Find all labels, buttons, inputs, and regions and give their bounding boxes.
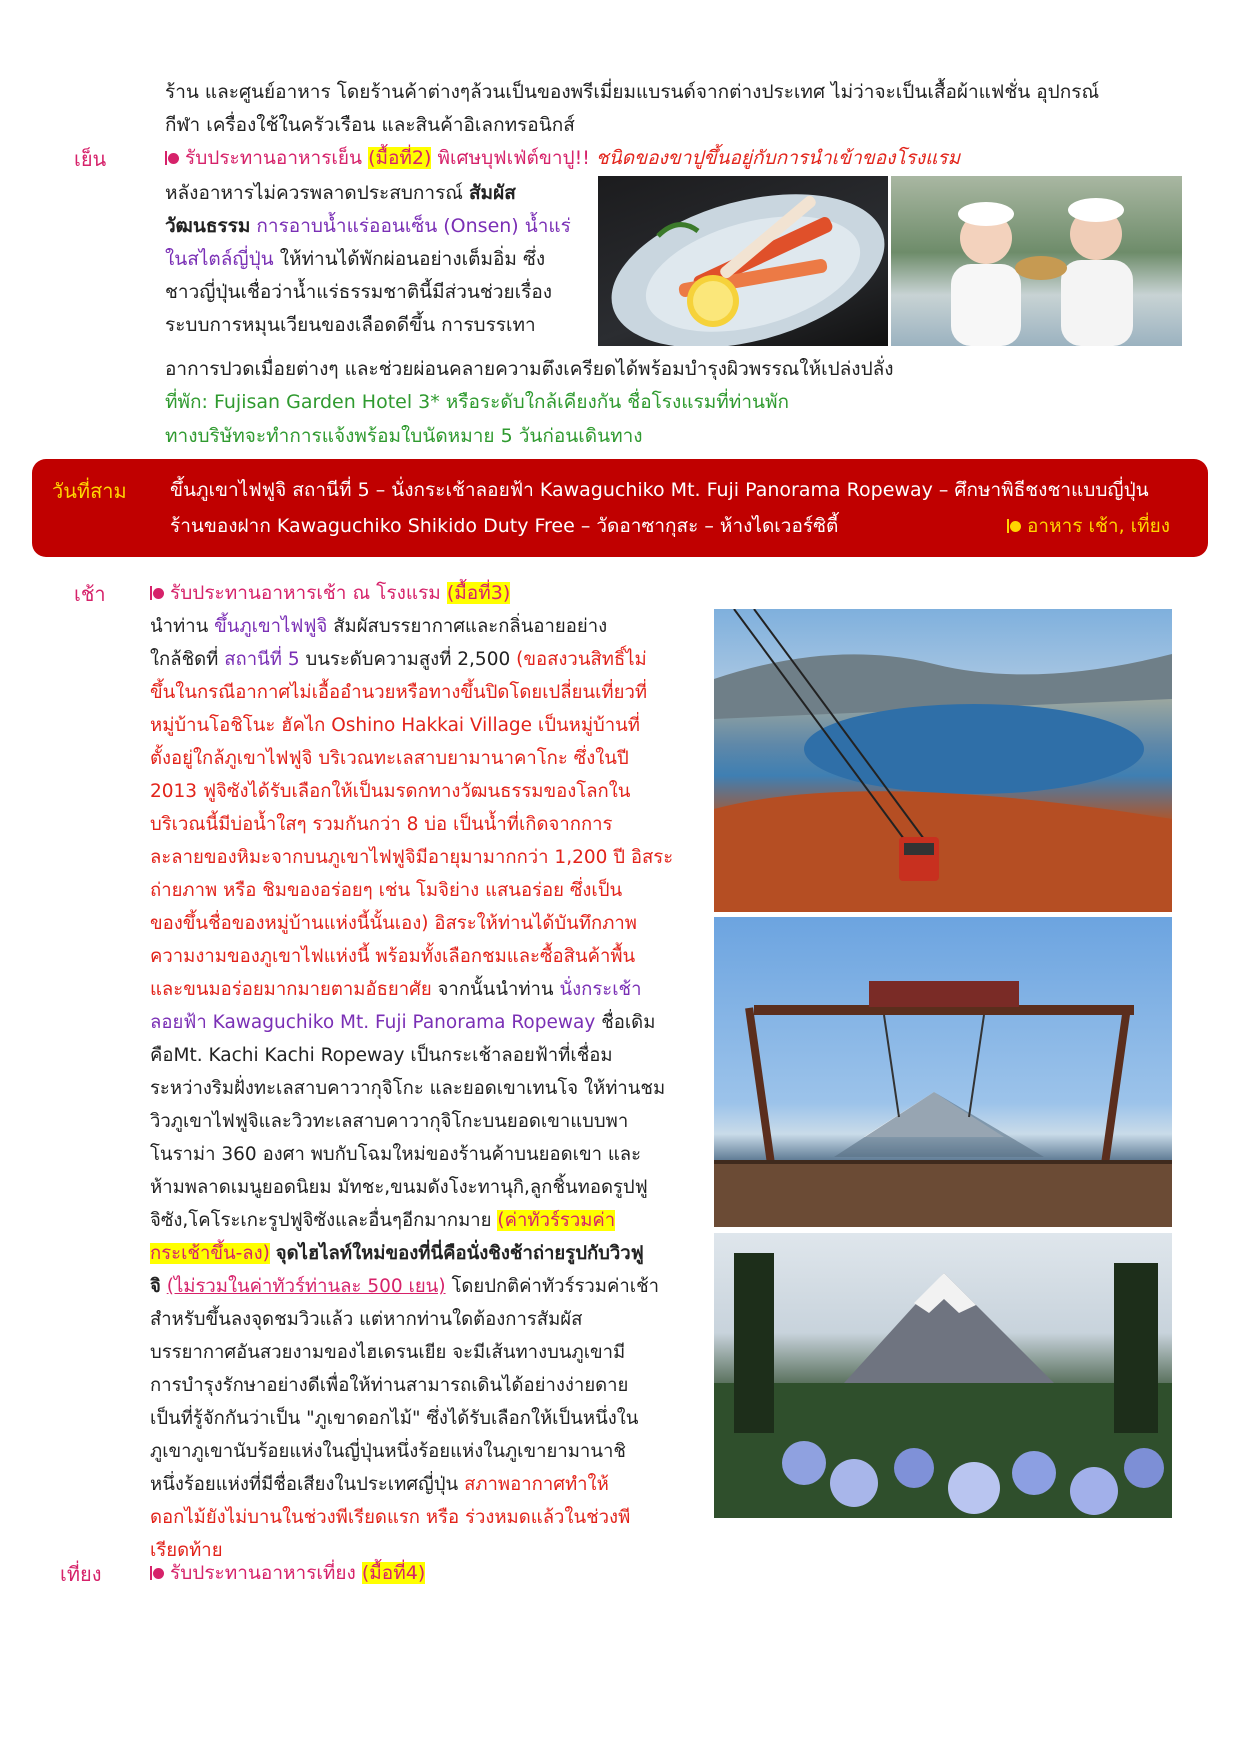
intro-line-1: ร้าน และศูนย์อาหาร โดยร้านค้าต่างๆล้วนเป็นของพรีเมี่ยมแบรนด์จากต่างประเทศ ไม่ว่าจะเป็นเสื้อผ้าแฟชั่น อุปกรณ์ <box>165 81 1100 103</box>
itin-line: ภูเขาภูเขานับร้อยแห่งในญี่ปุ่นหนึ่งร้อยแห่งในภูเขายามานาชิ <box>150 1441 626 1462</box>
onsen-drawing <box>891 176 1182 346</box>
day3-meals <box>1007 511 1170 541</box>
itin-line: หมู่บ้านโอชิโนะ ฮัคไก Oshino Hakkai Village เป็นหมู่บ้านที่ <box>150 715 641 736</box>
hotel-line-2: ทางบริษัทจะทำการแจ้งพร้อมใบนัดหมาย 5 วันก่อนเดินทาง <box>165 425 643 447</box>
meal-icon <box>150 1568 166 1580</box>
itin-line: หนึ่งร้อยแห่งที่มีชื่อเสียงในประเทศญี่ปุ่น สภาพอากาศทำให้ <box>150 1474 609 1495</box>
itin-line: โนราม่า 360 องศา พบกับโฉมใหม่ของร้านค้าบนยอดเขา และ <box>150 1144 642 1165</box>
hotel-line-1: ที่พัก: Fujisan Garden Hotel 3* หรือระดับใกล้เคียงกัน ชื่อโรงแรมที่ท่านพัก <box>165 391 790 413</box>
onsen-line-4: ชาวญี่ปุ่นเชื่อว่าน้ำแร่ธรรมชาตินี้มีส่วนช่วยเรื่อง <box>165 281 553 303</box>
intro-line-2: กีฬา เครื่องใช้ในครัวเรือน และสินค้าอิเลกทรอนิกส์ <box>165 114 575 136</box>
itin-line: ดอกไม้ยังไม่บานในช่วงพีเรียดแรก หรือ ร่วงหมดแล้วในช่วงพี <box>150 1507 631 1528</box>
meal-icon <box>1007 521 1023 533</box>
itin-line: เรียดท้าย <box>150 1540 223 1561</box>
itin-line: คือMt. Kachi Kachi Ropeway เป็นกระเช้าลอยฟ้าที่เชื่อม <box>150 1045 613 1066</box>
itin-line: จิ (ไม่รวมในค่าทัวร์ท่านละ 500 เยน) โดยปกติค่าทัวร์รวมค่าเช้า <box>150 1276 660 1297</box>
swing-fuji-image <box>714 917 1172 1227</box>
onsen-purple-2: ในสไตล์ญี่ปุ่น <box>165 248 274 270</box>
lunch-meal-number: (มื้อที่4) <box>361 1562 426 1584</box>
itin-line: บรรยากาศอันสวยงามของไฮเดรนเยีย จะมีเส้นทางบนภูเขามี <box>150 1342 626 1363</box>
itin-line: 2013 ฟูจิซังได้รับเลือกให้เป็นมรดกทางวัฒนธรรมของโลกใน <box>150 781 631 802</box>
meal-icon <box>165 153 181 165</box>
lunch-meal: รับประทานอาหารเที่ยง <box>170 1562 356 1584</box>
itin-line: ละลายของหิมะจากบนภูเขาไฟฟูจิมีอายุมามากกว่า 1,200 ปี อิสระ <box>150 847 674 868</box>
hydrangea-fuji-image <box>714 1233 1172 1518</box>
ropeway-drawing <box>714 609 1172 912</box>
day3-banner <box>32 459 1208 557</box>
itin-line: ลอยฟ้า Kawaguchiko Mt. Fuji Panorama Ropeway ชื่อเดิม <box>150 1012 656 1033</box>
itin-line: และขนมอร่อยมากมายตามอัธยาศัย จากนั้นนำท่าน นั่งกระเช้า <box>150 979 642 1000</box>
itin-line: ระหว่างริมฝั่งทะเลสาบคาวากุจิโกะ และยอดเขาเทนโจ ให้ท่านชม <box>150 1078 666 1099</box>
onsen-line-2 <box>165 210 571 243</box>
itin-line: ถ่ายภาพ หรือ ชิมของอร่อยๆ เช่น โมจิย่าง แสนอร่อย ซึ่งเป็น <box>150 880 623 901</box>
itin-line: กระเช้าขึ้น-ลง) จุดไฮไลท์ใหม่ของที่นี่คือนั่งชิงช้าถ่ายรูปกับวิวฟู <box>150 1243 644 1264</box>
onsen-line-3 <box>165 243 545 276</box>
itin-line: วิวภูเขาไฟฟูจิและวิวทะเลสาบคาวากุจิโกะบนยอดเขาแบบพา <box>150 1111 629 1132</box>
dinner-note: ชนิดของขาปูขึ้นอยู่กับการนำเข้าของโรงแรม <box>595 147 961 169</box>
onsen-text: หลังอาหารไม่ควรพลาดประสบการณ์ <box>165 182 463 204</box>
itin-line: ตั้งอยู่ใกล้ภูเขาไฟฟูจิ บริเวณทะเลสาบยามานาคาโกะ ซึ่งในปี <box>150 748 629 769</box>
hydrangea-drawing <box>714 1233 1172 1518</box>
swing-drawing <box>714 917 1172 1227</box>
itin-line: สำหรับขึ้นลงจุดชมวิวแล้ว แต่หากท่านใดต้องการสัมผัส <box>150 1309 583 1330</box>
time-label-dinner: เย็น <box>74 147 107 171</box>
crab-legs-image <box>598 176 888 346</box>
itin-line: ความงามของภูเขาไฟแห่งนี้ พร้อมทั้งเลือกชมและซื้อสินค้าพื้น <box>150 946 636 967</box>
itin-line: ของขึ้นชื่อของหมู่บ้านแห่งนี้นั้นเอง) อิสระให้ท่านได้บันทึกภาพ <box>150 913 637 934</box>
day3-meals-text: อาหาร เช้า, เที่ยง <box>1027 515 1171 537</box>
morning-meal: รับประทานอาหารเช้า ณ โรงแรม <box>170 582 441 604</box>
dinner-heading <box>165 142 960 175</box>
day3-label: วันที่สาม <box>52 479 127 503</box>
onsen-line-1 <box>165 177 516 210</box>
itin-line: บริเวณนี้มีบ่อน้ำใสๆ รวมกันกว่า 8 บ่อ เป็นน้ำที่เกิดจากการ <box>150 814 613 835</box>
lunch-heading <box>150 1557 425 1590</box>
onsen-purple: การอาบน้ำแร่ออนเซ็น (Onsen) น้ำแร่ <box>256 215 571 237</box>
dinner-meal-number: (มื้อที่2) <box>368 147 432 169</box>
itin-line: ใกล้ชิดที่ สถานีที่ 5 บนระดับความสูงที่ 2,500 (ขอสงวนสิทธิ์ไม่ <box>150 649 647 670</box>
itin-line: ห้ามพลาดเมนูยอดนิยม มัทชะ,ขนมดังโงะทานุกิ,ลูกชิ้นทอดรูปฟู <box>150 1177 648 1198</box>
ropeway-lake-image <box>714 609 1172 912</box>
day3-program-line-1: ขึ้นภูเขาไฟฟูจิ สถานีที่ 5 – นั่งกระเช้าลอยฟ้า Kawaguchiko Mt. Fuji Panorama Ropeway – ศึกษาพิธีชงชาแบบญี่ปุ่น <box>170 479 1149 501</box>
itin-line: ขึ้นในกรณีอากาศไม่เอื้ออำนวยหรือทางขึ้นปิดโดยเปลี่ยนเที่ยวที่ <box>150 682 648 703</box>
dinner-meal: รับประทานอาหารเย็น <box>185 147 363 169</box>
day3-program-line-2: ร้านของฝาก Kawaguchiko Shikido Duty Free – วัดอาซากุสะ – ห้างไดเวอร์ซิตี้ <box>170 515 839 537</box>
itin-line: การบำรุงรักษาอย่างดีเพื่อให้ท่านสามารถเดินได้อย่างง่ายดาย <box>150 1375 629 1396</box>
time-label-morning: เช้า <box>74 582 106 606</box>
onsen-text-2: ให้ท่านได้พักผ่อนอย่างเต็มอิ่ม ซึ่ง <box>279 248 546 270</box>
time-label-lunch: เที่ยง <box>60 1562 102 1586</box>
itin-line: เป็นที่รู้จักกันว่าเป็น "ภูเขาดอกไม้" ซึ่งได้รับเลือกให้เป็นหนึ่งใน <box>150 1408 639 1429</box>
morning-meal-number: (มื้อที่3) <box>446 582 511 604</box>
onsen-line-6: อาการปวดเมื่อยต่างๆ และช่วยผ่อนคลายความตึงเครียดได้พร้อมบำรุงผิวพรรณให้เปล่งปลั่ง <box>165 358 894 380</box>
dinner-special: พิเศษบุฟเฟ่ต์ขาปู!! <box>437 147 590 169</box>
itin-line: นำท่าน ขึ้นภูเขาไฟฟูจิ สัมผัสบรรยากาศและกลิ่นอายอย่าง <box>150 616 608 637</box>
onsen-bold: สัมผัส <box>468 182 516 204</box>
onsen-line-5: ระบบการหมุนเวียนของเลือดดีขึ้น การบรรเทา <box>165 314 536 336</box>
morning-heading <box>150 577 510 610</box>
onsen-bathing-image <box>891 176 1182 346</box>
onsen-bold-2: วัฒนธรรม <box>165 215 251 237</box>
crab-plate-drawing <box>598 176 888 346</box>
itin-line: จิซัง,โคโระเกะรูปฟูจิซังและอื่นๆอีกมากมาย (ค่าทัวร์รวมค่า <box>150 1210 616 1231</box>
meal-icon <box>150 588 166 600</box>
